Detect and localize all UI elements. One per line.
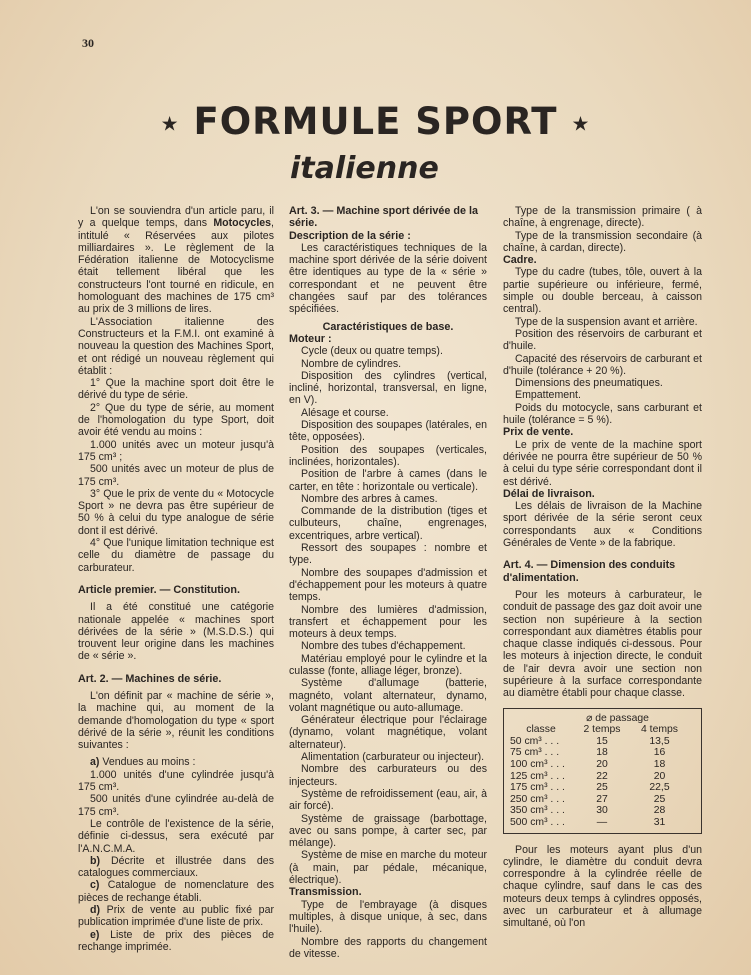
magazine-name: Motocycles <box>213 217 272 230</box>
paragraph: Disposition des cylindres (vertical, incliné, horizontal, transversal, en ligne, en V). <box>289 369 487 407</box>
list-item: Le contrôle de l'existence de la série, définie ci-dessus, sera exécuté par l'A.N.C.M.A. <box>78 817 274 855</box>
table-cell: 15 <box>596 735 608 747</box>
paragraph: 1° Que la machine sport doit être le dérivé du type de série. <box>78 377 274 402</box>
paragraph: 3° Que le prix de vente du « Motocycle Sport » ne devra pas être supérieur de 50 % à celui du type analogue de série dont il est dérivé. <box>78 487 274 537</box>
section-heading: Art. 4. — Dimension des conduits d'alimentation. <box>503 559 676 584</box>
paragraph: Type de l'embrayage (à disques multiples, à disque unique, à sec, dans l'huile). <box>289 898 487 936</box>
title-main <box>0 100 751 146</box>
list-item: 500 unités d'une cylindrée au-delà de 175 cm³. <box>78 793 274 818</box>
article-title <box>0 100 751 186</box>
table-cell: 18 <box>596 747 608 759</box>
section-heading: Cadre. <box>503 254 537 267</box>
spacer <box>503 549 702 559</box>
table-cell: 25 <box>653 793 666 805</box>
section-heading: Article premier. — Constitution. <box>78 583 240 596</box>
paragraph: Nombre des rapports du changement de vitesse. <box>289 935 487 960</box>
table-head: ⌀ de passage <box>586 712 649 724</box>
paragraph: Dimensions des pneumatiques. <box>515 377 663 390</box>
diameter-table <box>503 708 702 834</box>
section-heading: Prix de vente. <box>503 426 574 439</box>
table-cell: 50 cm³ . . . <box>510 735 560 747</box>
table-cell: 22 <box>596 770 608 782</box>
item-key: e) <box>90 928 100 941</box>
paragraph: Empattement. <box>515 389 581 402</box>
paragraph: Nombre des tubes d'échappement. <box>301 640 466 653</box>
paragraph: Pour les moteurs ayant plus d'un cylindre, le diamètre du conduit devra correspondre à la cylindrée réelle de chaque cylindre, sauf dans le cas des moteurs deux temps à cylindres opposés, avec un carburateur et à allumage simultané, où l'on <box>503 843 702 930</box>
paragraph: Type de la suspension avant et arrière. <box>515 315 698 328</box>
table-cell: 20 <box>596 758 608 770</box>
table-row <box>510 782 695 794</box>
section-heading: Description de la série : <box>289 229 411 242</box>
paragraph: 500 unités avec un moteur de plus de 175 cm³. <box>78 463 274 488</box>
paragraph: Cycle (deux ou quatre temps). <box>301 345 443 358</box>
title-subtitle: italienne <box>290 151 439 186</box>
item-key: b) <box>90 854 100 867</box>
paragraph: Disposition des soupapes (latérales, en tête, opposées). <box>289 419 487 444</box>
paragraph: L'on définit par « machine de série », la machine qui, au moment de la demande d'homologation du type « sport dérivé de la série », réunit les conditions suivantes : <box>78 689 274 752</box>
paragraph: Position des réservoirs de carburant et d'huile. <box>503 327 702 353</box>
table-cell: 500 cm³ . . . <box>510 816 565 828</box>
paragraph: 2° Que du type de série, au moment de l'homologation du type Sport, doit avoir été vendu au moins : <box>78 401 274 439</box>
col-header: classe <box>526 724 556 736</box>
table-row <box>510 805 695 817</box>
paragraph: Les caractéristiques techniques de la machine sport dérivée de la série doivent être identiques au type de la « série » correspondant et ne peuvent être changées sauf par des tolérances spécifiées. <box>289 241 487 316</box>
table-cell: 20 <box>653 770 666 782</box>
paragraph: Type du cadre (tubes, tôle, ouvert à la partie supérieure ou inférieure, fermé, simple ou double berceau, à caisson central). <box>503 266 702 316</box>
table-cell: 27 <box>596 793 608 805</box>
table-cell: 350 cm³ . . . <box>510 805 565 817</box>
table-cell: 25 <box>596 782 608 794</box>
table-cell: 22,5 <box>649 782 670 794</box>
paragraph: L'on se souviendra d'un article paru, il y a quelque temps, dans Motocycles, intitulé « Réservées aux pilotes milliardaires ». Le règlement de la Fédération italienne de Motocyclisme était tellement libéral que les constructeurs l'ont tourné en ridicule, en homologuant des machines de 175 cm³ au prix de 3 millions de lires. <box>78 205 274 316</box>
table-cell: 28 <box>653 805 666 817</box>
page-number: 30 <box>82 36 94 50</box>
list-item: a) Vendues au moins : <box>90 756 196 769</box>
table-cell: 175 cm³ . . . <box>510 782 565 794</box>
section-heading: Caractéristiques de base. <box>322 320 454 333</box>
paragraph: Type de la transmission secondaire (à chaîne, à cardan, directe). <box>503 229 702 254</box>
section-heading: Transmission. <box>289 886 362 899</box>
section-heading: Délai de livraison. <box>503 487 595 500</box>
list-item: c) Catalogue de nomenclature des pièces de rechange établi. <box>78 879 274 904</box>
section-heading: Moteur : <box>289 332 332 345</box>
title-text: FORMULE SPORT <box>193 100 558 143</box>
paragraph: Poids du motocycle, sans carburant et huile (tolérance = 5 %). <box>503 401 702 427</box>
table-row <box>510 771 695 783</box>
col-header: 4 temps <box>641 724 678 736</box>
paragraph: Position de l'arbre à cames (dans le carter, en tête : horizontale ou verticale). <box>289 468 487 493</box>
item-key: d) <box>90 904 100 917</box>
paragraph: 1.000 unités avec un moteur jusqu'à 175 cm³ ; <box>78 438 274 463</box>
paragraph: Alésage et course. <box>301 406 389 419</box>
column-3 <box>503 205 702 930</box>
star-icon: ★ <box>571 111 591 136</box>
table-cell: 16 <box>653 747 666 759</box>
paragraph: Système de mise en marche du moteur (à main, par pédale, mécanique, électrique). <box>289 849 487 887</box>
star-icon: ★ <box>160 111 180 136</box>
paragraph: Générateur électrique pour l'éclairage (dynamo, volant magnétique, volant alternateur). <box>289 714 487 751</box>
paragraph: Nombre des soupapes d'admission et d'échappement pour les moteurs à quatre temps. <box>289 566 487 604</box>
table-cell: 125 cm³ . . . <box>510 770 565 782</box>
table-cell: 13,5 <box>649 735 670 747</box>
table-row <box>510 747 695 759</box>
spacer <box>78 663 274 673</box>
paragraph: Type de la transmission primaire ( à chaîne, à engrenage, directe). <box>503 205 702 230</box>
table-cell: 100 cm³ . . . <box>510 758 565 770</box>
item-key: c) <box>90 879 100 892</box>
paragraph: Position des soupapes (verticales, inclinées, horizontales). <box>289 443 487 468</box>
paragraph: Système de refroidissement (eau, air, à air forcé). <box>289 787 487 813</box>
paragraph: Nombre des arbres à cames. <box>301 492 438 505</box>
paragraph: Nombre des carburateurs ou des injecteurs. <box>289 763 487 788</box>
paragraph: L'Association italienne des Constructeurs et la F.M.I. ont examiné à nouveau la question des Machines Sport, et ont rédigé un nouveau règlement qui établit : <box>78 315 274 377</box>
list-item: d) Prix de vente au public fixé par publication imprimée d'une liste de prix. <box>78 904 274 929</box>
list-item: b) Décrite et illustrée dans des catalogues commerciaux. <box>78 854 274 880</box>
table-row <box>510 736 695 748</box>
section-heading: Art. 3. — Machine sport dérivée de la série. <box>289 205 479 230</box>
table-row <box>510 817 695 829</box>
paragraph: Commande de la distribution (tiges et culbuteurs, chaîne, engrenages, excentriques, arbre vertical). <box>289 505 487 542</box>
list-item: e) Liste de prix des pièces de rechange imprimée. <box>78 928 274 953</box>
paragraph: 4° Que l'unique limitation technique est celle du diamètre de passage du carburateur. <box>78 537 274 574</box>
paragraph: Pour les moteurs à carburateur, le conduit de passage des gaz doit avoir une section non supérieure à la section correspondant aux diamètres établis pour chaque classe indiqués ci-dessous. Pour les moteurs à injection directe, le conduit de l'air devra avoir une section non supérieure à la surface correspondante au diamètre établi pour chaque classe. <box>503 588 702 700</box>
paragraph: Nombre de cylindres. <box>301 357 402 370</box>
paragraph: Le prix de vente de la machine sport dérivée ne pourra être supérieur de 50 % à celui du type série correspondant dont il est dérivé. <box>503 438 702 488</box>
column-1 <box>78 205 274 953</box>
paragraph: Système d'allumage (batterie, magnéto, volant alternateur, dynamo, volant magnétique ou auto-allumage. <box>289 677 487 714</box>
section-heading: Art. 2. — Machines de série. <box>78 672 222 685</box>
spacer <box>78 574 274 584</box>
paragraph: Il a été constitué une catégorie nationale appelée « machines sport dérivées de la série » (M.S.D.S.) qui trouvent leur origine dans les machines de « série ». <box>78 601 274 663</box>
item-key: a) <box>90 756 100 769</box>
col-header: 2 temps <box>583 724 621 736</box>
paragraph: Système de graissage (barbottage, avec ou sans pompe, à carter sec, par mélange). <box>289 812 487 850</box>
table-row <box>510 759 695 771</box>
paragraph: Capacité des réservoirs de carburant et d'huile (tolérance + 20 %). <box>503 352 702 377</box>
paragraph: Alimentation (carburateur ou injecteur). <box>301 751 485 764</box>
table-cell: 31 <box>653 816 666 828</box>
table-header-row <box>510 724 695 736</box>
table-cell: 75 cm³ . . . <box>510 747 560 759</box>
paragraph: Matériau employé pour le cylindre et la culasse (fonte, alliage léger, bronze). <box>289 652 487 677</box>
paragraph: Nombre des lumières d'admission, transfert et échappement pour les moteurs à deux temps. <box>289 603 487 641</box>
paragraph: Ressort des soupapes : nombre et type. <box>289 542 487 567</box>
table-cell: — <box>596 816 608 828</box>
table-cell: 250 cm³ . . . <box>510 793 565 805</box>
table-cell: 30 <box>596 805 608 817</box>
table-cell: 18 <box>653 758 666 770</box>
column-2 <box>289 205 487 960</box>
list-item: 1.000 unités d'une cylindrée jusqu'à 175 cm³. <box>78 768 274 794</box>
paragraph: Les délais de livraison de la Machine sport dérivée de la série seront ceux correspondants aux « Conditions Générales de Vente » de la fabrique. <box>503 500 702 550</box>
table-row <box>510 794 695 806</box>
